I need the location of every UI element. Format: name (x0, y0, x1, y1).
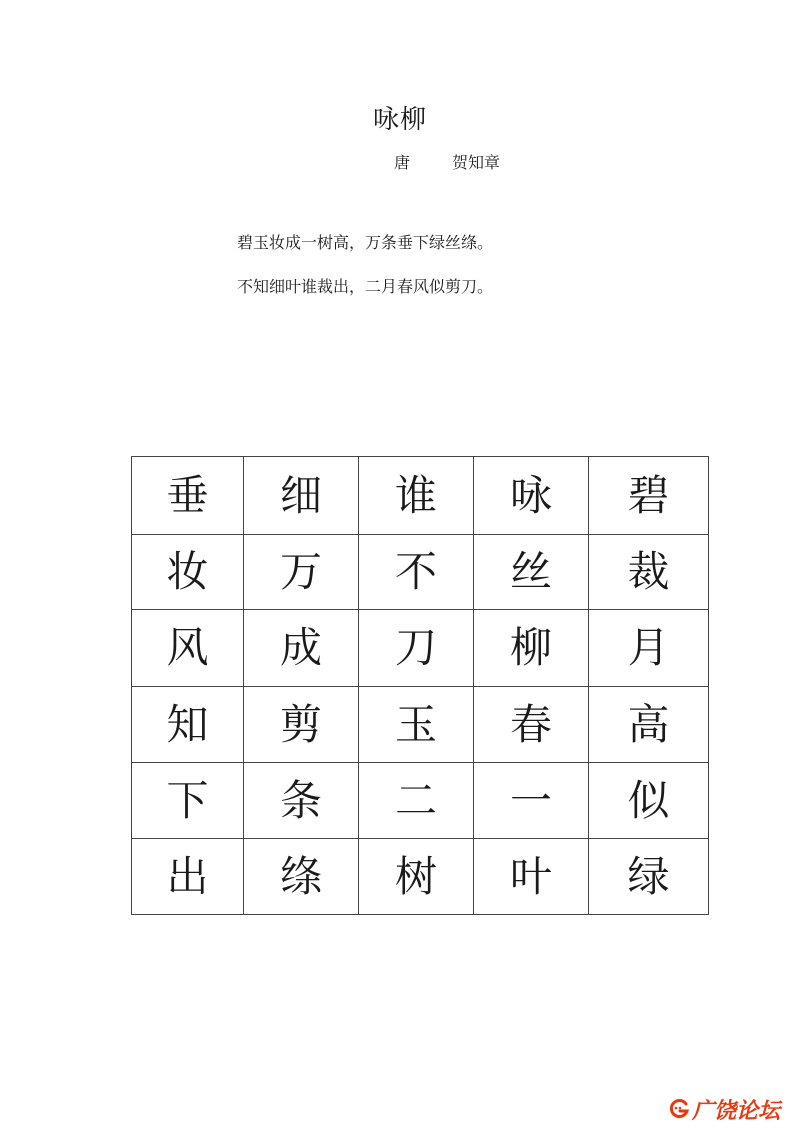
grid-cell: 丝 (474, 535, 589, 610)
grid-row (132, 457, 709, 535)
poem-line: 碧玉妆成一树高，万条垂下绿丝绦。 (237, 233, 494, 252)
grid-cell: 成 (244, 610, 359, 687)
forum-logo (668, 1094, 780, 1124)
grid-cell: 碧 (589, 457, 709, 535)
poem-byline (394, 151, 500, 175)
grid-row (132, 839, 709, 915)
grid-cell: 垂 (132, 457, 244, 535)
grid-cell: 万 (244, 535, 359, 610)
smiley-g-logo-icon (668, 1098, 690, 1120)
grid-cell: 一 (474, 763, 589, 839)
grid-cell: 妆 (132, 535, 244, 610)
grid-cell: 咏 (474, 457, 589, 535)
poem-title: 咏柳 (372, 105, 427, 135)
poem-text (237, 231, 493, 319)
grid-row (132, 535, 709, 610)
grid-cell: 玉 (359, 687, 474, 763)
grid-cell: 知 (132, 687, 244, 763)
grid-row (132, 763, 709, 839)
grid-cell: 细 (244, 457, 359, 535)
poem-line: 不知细叶谁裁出，二月春风似剪刀。 (237, 277, 494, 296)
grid-cell: 绿 (589, 839, 709, 915)
grid-row (132, 610, 709, 687)
grid-cell: 刀 (359, 610, 474, 687)
grid-cell: 裁 (589, 535, 709, 610)
grid-cell: 剪 (244, 687, 359, 763)
poem-author: 贺知章 (452, 153, 501, 172)
character-grid (131, 456, 709, 915)
poem-dynasty: 唐 (394, 153, 411, 172)
grid-cell: 下 (132, 763, 244, 839)
grid-cell: 春 (474, 687, 589, 763)
grid-cell: 似 (589, 763, 709, 839)
grid-cell: 出 (132, 839, 244, 915)
grid-row (132, 687, 709, 763)
forum-logo-text: 广饶论坛 (692, 1098, 781, 1124)
grid-cell: 不 (359, 535, 474, 610)
grid-cell: 高 (589, 687, 709, 763)
grid-cell: 绦 (244, 839, 359, 915)
grid-cell: 二 (359, 763, 474, 839)
grid-cell: 柳 (474, 610, 589, 687)
grid-cell: 条 (244, 763, 359, 839)
grid-cell: 叶 (474, 839, 589, 915)
grid-cell: 月 (589, 610, 709, 687)
grid-cell: 谁 (359, 457, 474, 535)
grid-cell: 树 (359, 839, 474, 915)
grid-cell: 风 (132, 610, 244, 687)
